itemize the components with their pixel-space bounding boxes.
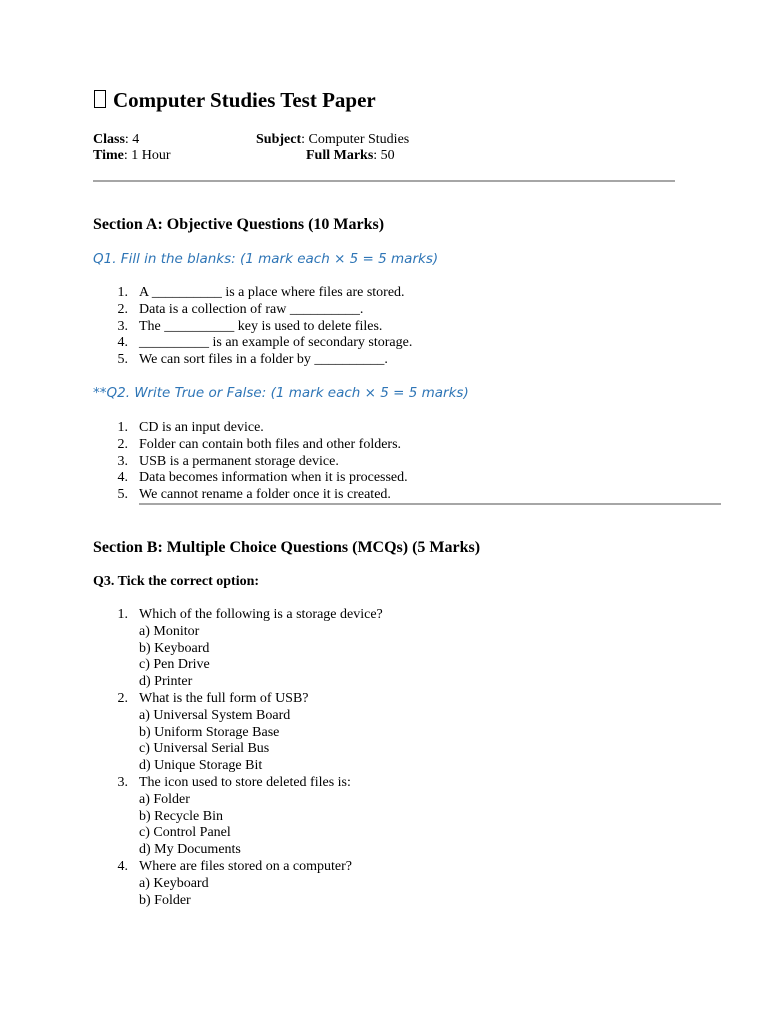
title-text: Computer Studies Test Paper	[113, 88, 376, 112]
full-marks-label: Full Marks	[306, 148, 374, 163]
q1-heading: Q1. Fill in the blanks: (1 mark each × 5 = 5 marks)	[93, 251, 439, 267]
time-value: : 1 Hour	[123, 148, 171, 163]
full-marks-value: : 50	[373, 148, 395, 163]
subject-line	[256, 131, 409, 148]
list-item: 2. What is the full form of USB? a) Universal System Board b) Uniform Storage Base c) Universal Serial Bus d) Unique Storage Bit	[93, 691, 713, 775]
q3-list	[93, 607, 713, 909]
list-item: 4. Data becomes information when it is processed.	[117, 470, 408, 486]
q1-list	[93, 285, 713, 369]
page-title	[93, 86, 376, 114]
list-item: 1. CD is an input device.	[117, 420, 264, 435]
option: d) Printer	[139, 674, 193, 690]
option: a) Folder	[139, 791, 190, 807]
time-line	[93, 147, 171, 164]
list-item: 4. Where are files stored on a computer? a) Keyboard b) Folder	[93, 859, 713, 909]
option: c) Universal Serial Bus	[139, 741, 270, 757]
section-b-heading: Section B: Multiple Choice Questions (MCQs) (5 Marks)	[93, 539, 481, 556]
option: a) Universal System Board	[139, 707, 291, 723]
q3-heading: Q3. Tick the correct option:	[93, 574, 260, 589]
full-marks-line	[306, 147, 395, 164]
option: b) Folder	[139, 892, 191, 908]
q2-list	[93, 420, 713, 504]
list-item: 5. We cannot rename a folder once it is created.	[117, 487, 391, 503]
class-line	[93, 131, 139, 148]
list-item: 3. USB is a permanent storage device.	[117, 453, 339, 469]
section-a-heading: Section A: Objective Questions (10 Marks)	[93, 216, 385, 233]
option: a) Monitor	[139, 623, 200, 639]
option: b) Keyboard	[139, 640, 210, 656]
list-item: 3. The icon used to store deleted files is: a) Folder b) Recycle Bin c) Control Panel d) My Documents	[93, 775, 713, 859]
list-item: 3. The __________ key is used to delete files.	[117, 318, 383, 334]
option: c) Pen Drive	[139, 657, 210, 673]
option: b) Recycle Bin	[139, 808, 223, 824]
list-item: 1. Which of the following is a storage device? a) Monitor b) Keyboard c) Pen Drive d) Printer	[93, 607, 713, 691]
subject-label: Subject	[256, 132, 302, 147]
list-item: 2. Data is a collection of raw __________.	[117, 301, 364, 317]
header-divider	[93, 180, 675, 182]
option: d) My Documents	[139, 842, 241, 858]
list-item: 5. We can sort files in a folder by __________.	[117, 352, 388, 368]
time-label: Time	[93, 148, 124, 163]
option: b) Uniform Storage Base	[139, 724, 280, 740]
subject-value: : Computer Studies	[301, 132, 410, 147]
option: d) Unique Storage Bit	[139, 758, 263, 774]
list-item: 1. A __________ is a place where files are stored.	[117, 285, 405, 300]
class-value: : 4	[124, 132, 140, 147]
missing-glyph-icon	[94, 90, 106, 108]
list-item: 4. __________ is an example of secondary storage.	[117, 335, 413, 351]
class-label: Class	[93, 132, 125, 147]
section-divider	[139, 503, 721, 505]
q2-heading: **Q2. Write True or False: (1 mark each × 5 = 5 marks)	[93, 385, 469, 401]
option: c) Control Panel	[139, 825, 231, 841]
list-item: 2. Folder can contain both files and other folders.	[117, 436, 402, 452]
option: a) Keyboard	[139, 875, 209, 891]
